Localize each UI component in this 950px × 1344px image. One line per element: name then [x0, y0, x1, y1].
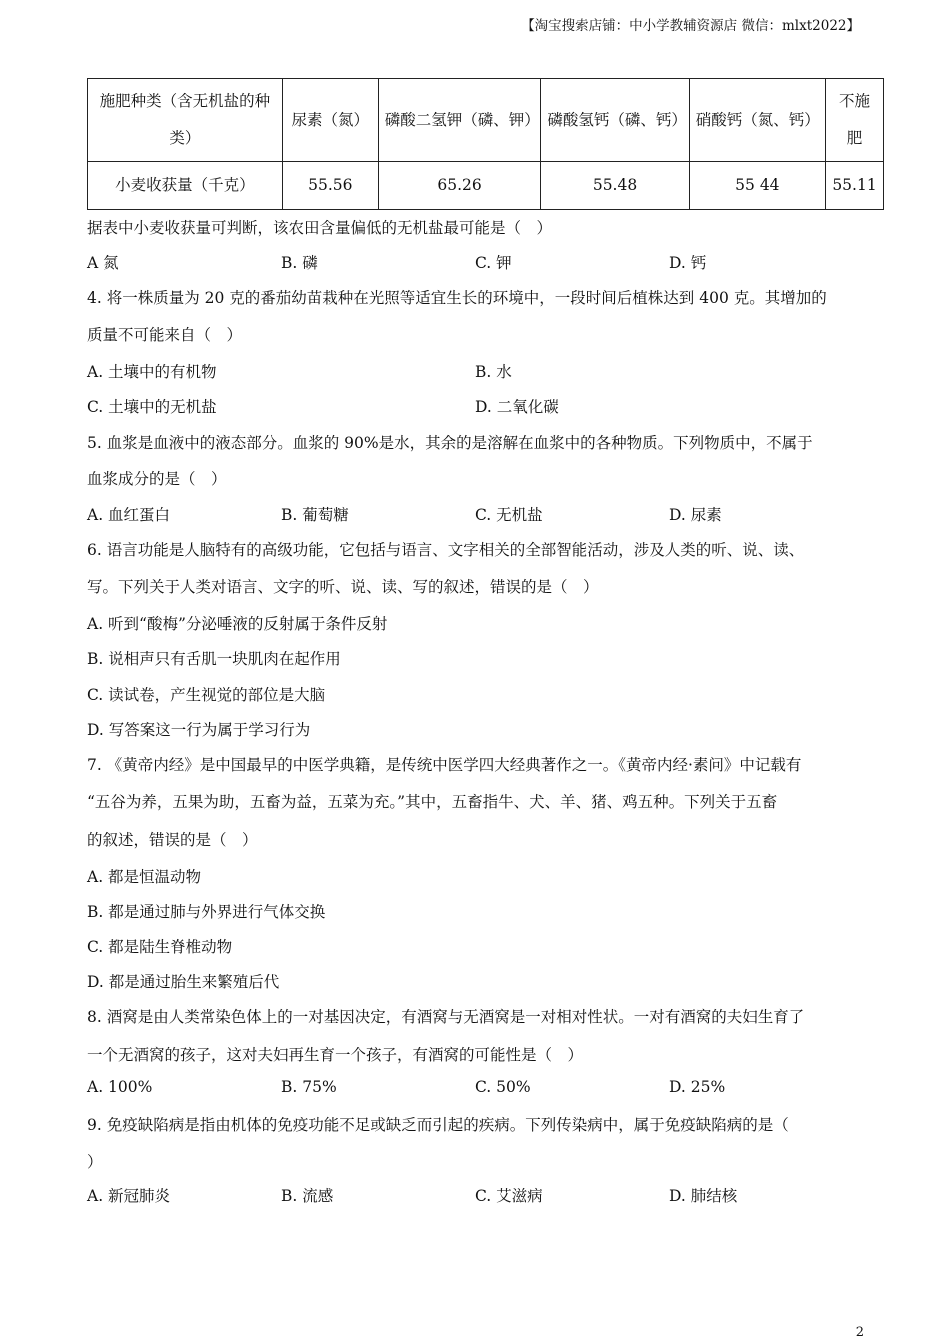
question-4-option-a: A. 土壤中的有机物 — [87, 363, 217, 381]
question-6-stem-line1: 6. 语言功能是人脑特有的高级功能，它包括与语言、文字相关的全部智能活动，涉及人类的听、说、读、 — [87, 541, 805, 559]
question-5-stem-line2: 血浆成分的是（ ） — [87, 470, 227, 488]
question-5-option-d: D. 尿素 — [669, 506, 722, 524]
question-5-stem-line1: 5. 血浆是血液中的液态部分。血浆的 90%是水，其余的是溶解在血浆中的各种物质。下列物质中，不属于 — [87, 434, 813, 452]
question-8-option-b: B. 75% — [281, 1078, 337, 1096]
question-9-stem-line2: ） — [87, 1153, 103, 1171]
question-6-option-b: B. 说相声只有舌肌一块肌肉在起作用 — [87, 650, 341, 668]
question-8-option-c: C. 50% — [475, 1078, 531, 1096]
table-cell: 55.56 — [282, 162, 378, 210]
question-4-stem-line2: 质量不可能来自（ ） — [87, 326, 243, 344]
table-header-cell: 磷酸氢钙（磷、钙） — [541, 79, 689, 162]
table-cell: 小麦收获量（千克） — [88, 162, 283, 210]
question-7-option-b: B. 都是通过肺与外界进行气体交换 — [87, 903, 326, 921]
question-6-option-d: D. 写答案这一行为属于学习行为 — [87, 721, 311, 739]
question-3-stem: 据表中小麦收获量可判断，该农田含量偏低的无机盐最可能是（ ） — [87, 219, 553, 237]
table-header-cell: 硝酸钙（氮、钙） — [689, 79, 825, 162]
question-9-stem-line1: 9. 免疫缺陷病是指由机体的免疫功能不足或缺乏而引起的疾病。下列传染病中，属于免疫缺陷病的是（ — [87, 1116, 789, 1134]
question-6-option-a: A. 听到“酸梅”分泌唾液的反射属于条件反射 — [87, 615, 388, 633]
question-4-option-c: C. 土壤中的无机盐 — [87, 398, 217, 416]
question-7-option-a: A. 都是恒温动物 — [87, 868, 202, 886]
question-6-option-c: C. 读试卷，产生视觉的部位是大脑 — [87, 686, 326, 704]
question-9-option-c: C. 艾滋病 — [475, 1187, 543, 1205]
table-cell: 55 44 — [689, 162, 825, 210]
question-8-option-a: A. 100% — [87, 1078, 153, 1096]
question-9-option-b: B. 流感 — [281, 1187, 334, 1205]
question-5-option-a: A. 血红蛋白 — [87, 506, 171, 524]
question-5-option-b: B. 葡萄糖 — [281, 506, 349, 524]
table-row — [88, 162, 884, 210]
header-watermark-note: 【淘宝搜索店铺：中小学教辅资源店 微信：mlxt2022】 — [521, 18, 860, 34]
fertilizer-table — [87, 78, 884, 210]
table-header-cell: 施肥种类（含无机盐的种类） — [88, 79, 283, 162]
table-header-cell: 磷酸二氢钾（磷、钾） — [378, 79, 541, 162]
table-cell: 55.48 — [541, 162, 689, 210]
page-number: 2 — [855, 1325, 864, 1340]
question-8-stem-line2: 一个无酒窝的孩子，这对夫妇再生育一个孩子，有酒窝的可能性是（ ） — [87, 1046, 584, 1064]
question-5-option-c: C. 无机盐 — [475, 506, 543, 524]
question-7-stem-line3: 的叙述，错误的是（ ） — [87, 831, 258, 849]
question-9-option-d: D. 肺结核 — [669, 1187, 738, 1205]
question-7-stem-line1: 7. 《黄帝内经》是中国最早的中医学典籍，是传统中医学四大经典著作之一。《黄帝内经·素问》中记载有 — [87, 756, 802, 774]
table-cell: 65.26 — [378, 162, 541, 210]
question-7-option-c: C. 都是陆生脊椎动物 — [87, 938, 233, 956]
question-8-option-d: D. 25% — [669, 1078, 726, 1096]
question-3-option-b: B. 磷 — [281, 254, 318, 272]
question-3-option-d: D. 钙 — [669, 254, 707, 272]
question-7-stem-line2: “五谷为养，五果为助，五畜为益，五菜为充。”其中，五畜指牛、犬、羊、猪、鸡五种。下列关于五畜 — [87, 793, 778, 811]
table-header-cell: 不施肥 — [826, 79, 884, 162]
table-cell: 55.11 — [826, 162, 884, 210]
question-9-option-a: A. 新冠肺炎 — [87, 1187, 171, 1205]
question-3-option-a: A 氮 — [87, 254, 119, 272]
question-4-option-d: D. 二氧化碳 — [475, 398, 559, 416]
question-4-stem-line1: 4. 将一株质量为 20 克的番茄幼苗栽种在光照等适宜生长的环境中，一段时间后植株达到 400 克。其增加的 — [87, 289, 827, 307]
table-header-row — [88, 79, 884, 162]
question-3-option-c: C. 钾 — [475, 254, 512, 272]
question-6-stem-line2: 写。下列关于人类对语言、文字的听、说、读、写的叙述，错误的是（ ） — [87, 578, 599, 596]
question-8-stem-line1: 8. 酒窝是由人类常染色体上的一对基因决定，有酒窝与无酒窝是一对相对性状。一对有酒窝的夫妇生育了 — [87, 1008, 805, 1026]
question-4-option-b: B. 水 — [475, 363, 512, 381]
question-7-option-d: D. 都是通过胎生来繁殖后代 — [87, 973, 280, 991]
table-header-cell: 尿素（氮） — [282, 79, 378, 162]
